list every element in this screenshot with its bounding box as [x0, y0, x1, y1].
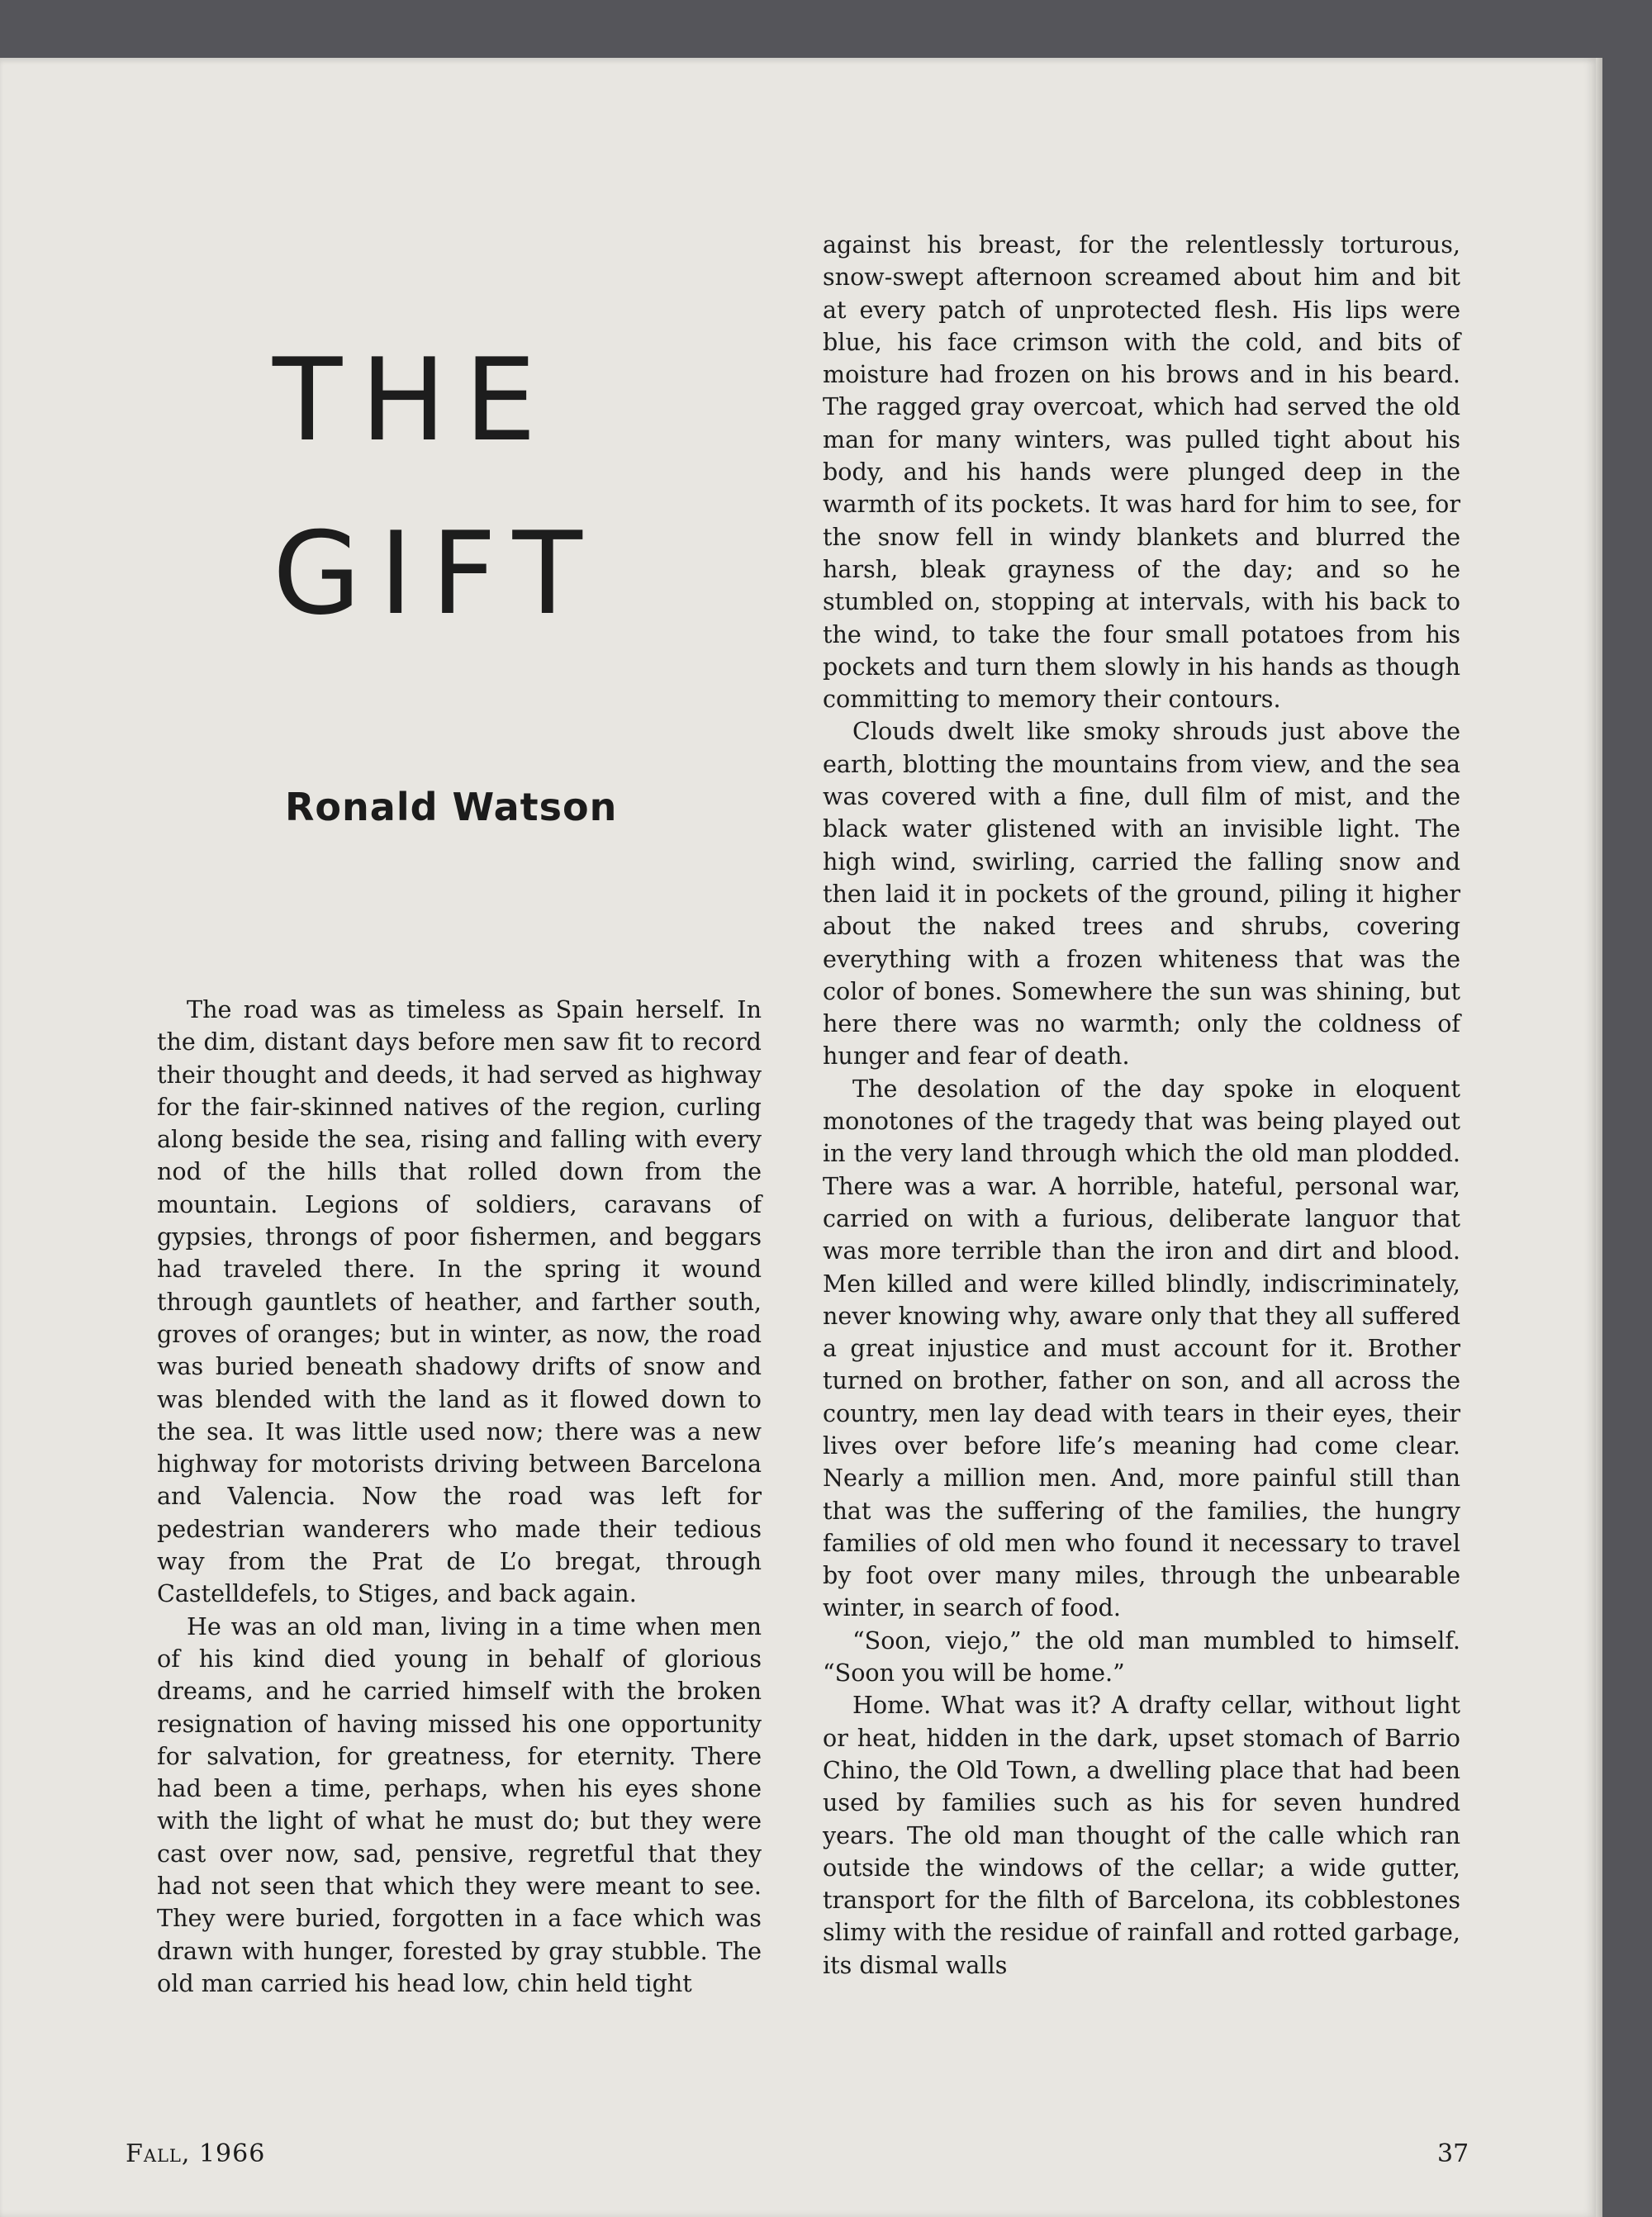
right-column	[823, 229, 1460, 1982]
paragraph: Home. What was it? A drafty cellar, without light or heat, hidden in the dark, upset stomach of Barrio Chino, the Old Town, a dwelling place that had been used by families such as his for seven hundred years. The old man thought of the calle which ran outside the windows of the cellar; a wide gutter, transport for the filth of Barcelona, its cobblestones slimy with the residue of rainfall and rotted garbage, its dismal walls	[823, 1691, 1460, 1979]
story-title	[273, 314, 620, 661]
paragraph: The road was as timeless as Spain herself. In the dim, distant days before men saw fit to record their thought and deeds, it had served as highway for the fair-skinned natives of the region, curling along beside the sea, rising and falling with every nod of the hills that rolled down from the mountain. Legions of soldiers, caravans of gypsies, throngs of poor fishermen, and beggars had traveled there. In the spring it wound through gauntlets of heather, and farther south, groves of oranges; but in winter, as now, the road was buried beneath shadowy drifts of snow and was blended with the land as it flowed down to the sea. It was little used now; there was a new highway for motorists driving between Barcelona and Valencia. Now the road was left for pedestrian wanderers who made their tedious way from the Prat de L’o bregat, through Castelldefels, to Stiges, and back again.	[157, 995, 762, 1608]
paragraph: The desolation of the day spoke in eloquent monotones of the tragedy that was being played out in the very land through which the old man plodded. There was a war. A horrible, hateful, personal war, carried on with a furious, deliberate languor that was more terrible than the iron and dirt and blood. Men killed and were killed blindly, indiscriminately, never knowing why, aware only that they all suffered a great injustice and must account for it. Brother turned on brother, father on son, and all across the country, men lay dead with tears in their eyes, their lives over before life’s meaning had come clear. Nearly a million men. And, more painful still than that was the suffering of the families, the hungry families of old men who found it necessary to travel by foot over many miles, through the unbearable winter, in search of food.	[823, 1074, 1460, 1622]
title-line-2: GIFT	[273, 507, 601, 640]
left-column	[157, 994, 762, 2000]
paragraph: “Soon, viejo,” the old man mumbled to himself. “Soon you will be home.”	[823, 1626, 1460, 1688]
paragraph: He was an old man, living in a time when men of his kind died young in behalf of glorious dreams, and he carried himself with the broken resignation of having missed his one opportunity for salvation, for greatness, for eternity. There had been a time, perhaps, when his eyes shone with the light of what he must do; but they were cast over now, sad, pensive, regretful that they had not seen that which they were meant to see. They were buried, forgotten in a face which was drawn with hunger, forested by gray stubble. The old man carried his head low, chin held tight	[157, 1612, 762, 1997]
paragraph: against his breast, for the relentlessly torturous, snow-swept afternoon screamed about him and bit at every patch of unprotected flesh. His lips were blue, his face crimson with the cold, and bits of moisture had frozen on his brows and in his beard. The ragged gray overcoat, which had served the old man for many winters, was pulled tight about his body, and his hands were plunged deep in the warmth of its pockets. It was hard for him to see, for the snow fell in windy blankets and blurred the harsh, bleak grayness of the day; and so he stumbled on, stopping at intervals, with his back to the wind, to take the four small potatoes from his pockets and turn them slowly in his hands as though committing to memory their contours.	[823, 230, 1460, 714]
page-edge	[1596, 58, 1602, 2217]
title-line-1: THE	[273, 334, 555, 467]
footer-issue: Fall, 1966	[126, 2139, 266, 2168]
page-number: 37	[1437, 2139, 1469, 2168]
author-name: Ronald Watson	[285, 785, 618, 829]
paragraph: Clouds dwelt like smoky shrouds just above the earth, blotting the mountains from view, and the sea was covered with a fine, dull film of mist, and the black water glistened with an invisible light. The high wind, swirling, carried the falling snow and then laid it in pockets of the ground, piling it higher about the naked trees and shrubs, covering everything with a frozen whiteness that was the color of bones. Somewhere the sun was shining, but here there was no warmth; only the coldness of hunger and fear of death.	[823, 717, 1460, 1071]
